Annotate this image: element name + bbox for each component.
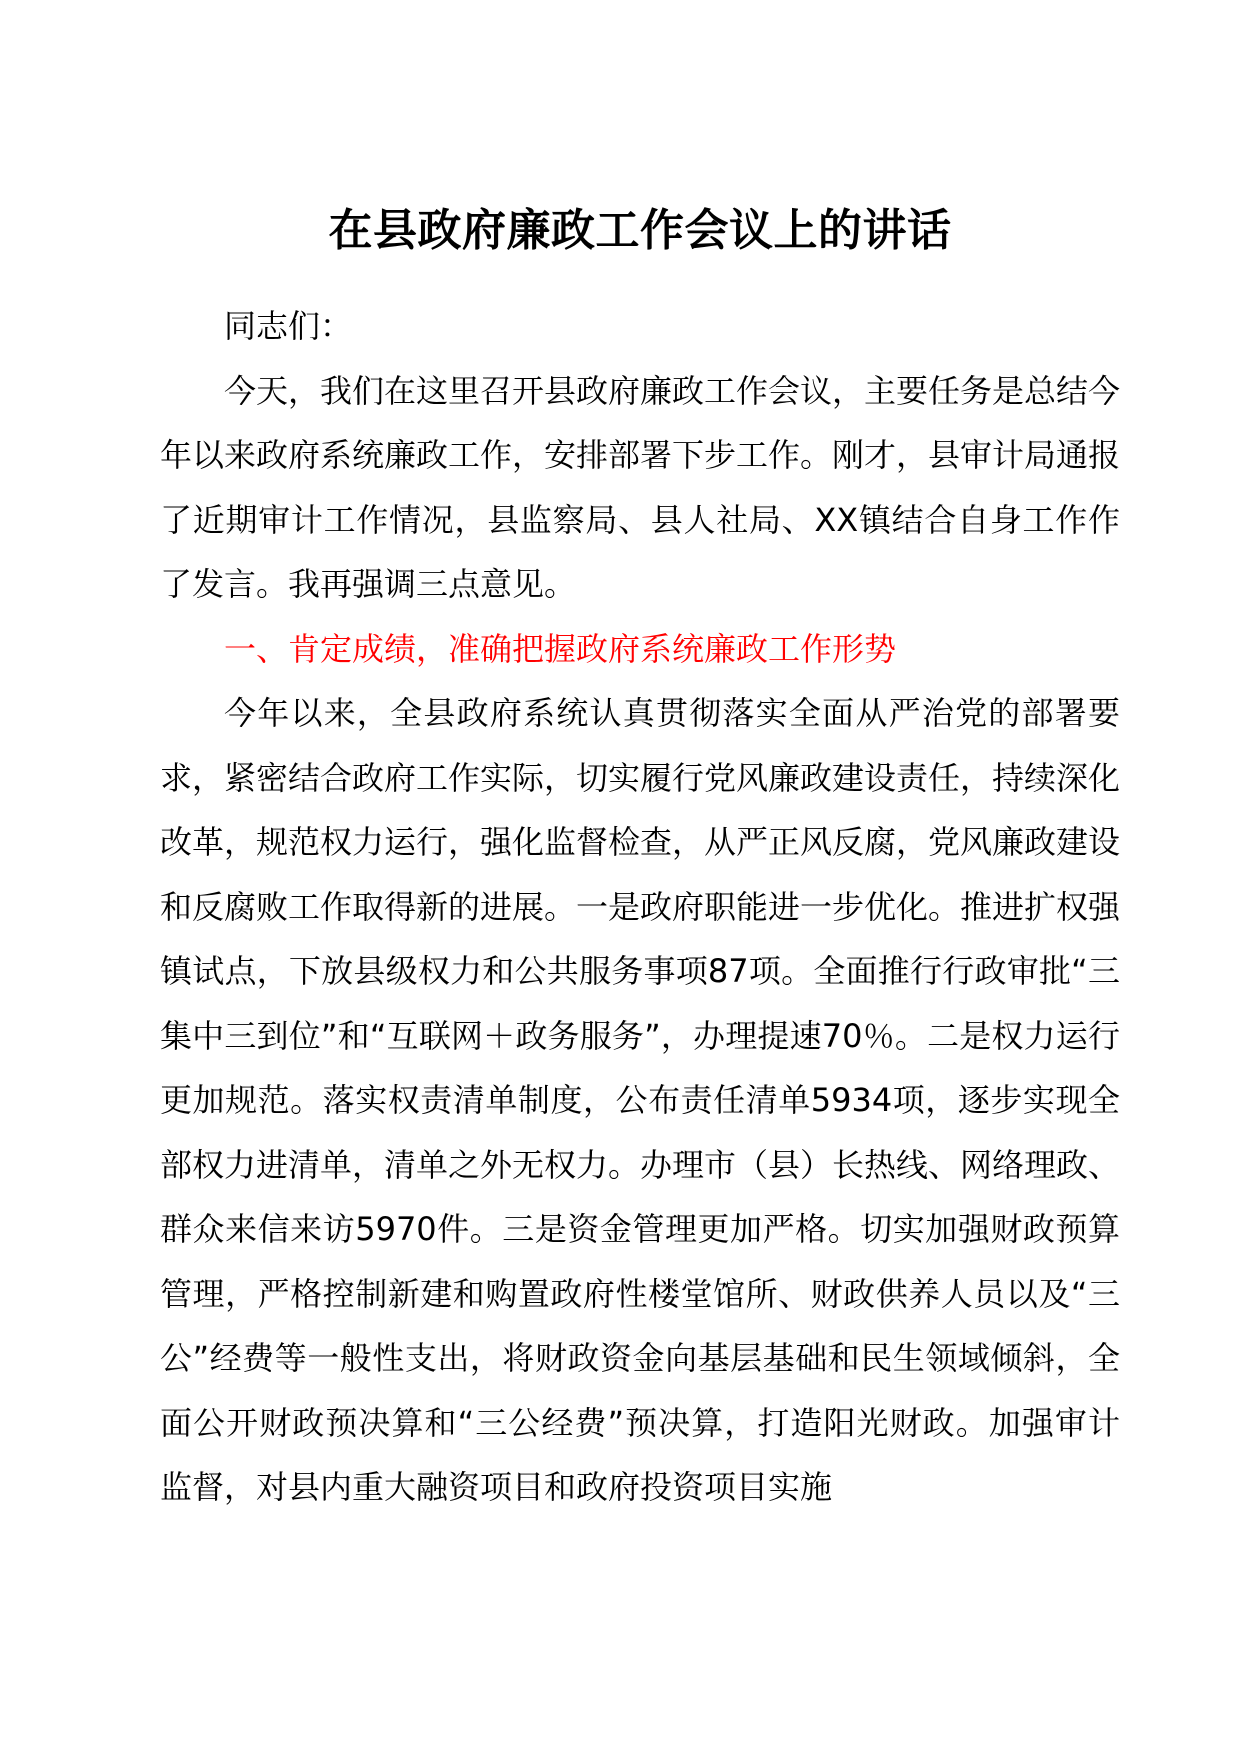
salutation: 同志们： bbox=[224, 307, 353, 345]
document-title: 在县政府廉政工作会议上的讲话 bbox=[328, 205, 952, 256]
paragraph-intro: 今天，我们在这里召开县政府廉政工作会议，主要任务是总结今年以来政府系统廉政工作，安排部署下步工作。刚才，县审计局通报了近期审计工作情况，县监察局、县人社局、XX镇结合自身工作作了发言。我再强调三点意见。 bbox=[160, 371, 1121, 603]
section-heading: 一、肯定成绩，准确把握政府系统廉政工作形势 bbox=[224, 629, 897, 668]
paragraph-section-1: 今年以来，全县政府系统认真贯彻落实全面从严治党的部署要求，紧密结合政府工作实际，切实履行党风廉政建设责任，持续深化改革，规范权力运行，强化监督检查，从严正风反腐，党风廉政建设和反腐败工作取得新的进展。一是政府职能进一步优化。推进扩权强镇试点，下放县级权力和公共服务事项87项。全面推行行政审批“三集中三到位”和“互联网＋政务服务”，办理提速70％。二是权力运行更加规范。落实权责清单制度，公布责任清单5934项，逐步实现全部权力进清单，清单之外无权力。办理市（县）长热线、网络理政、群众来信来访5970件。三是资金管理更加严格。切实加强财政预算管理，严格控制新建和购置政府性楼堂馆所、财政供养人员以及“三公”经费等一般性支出，将财政资金向基层基础和民生领域倾斜，全面公开财政预决算和“三公经费”预决算，打造阳光财政。加强审计监督，对县内重大融资项目和政府投资项目实施 bbox=[160, 694, 1121, 1506]
document-body bbox=[160, 294, 1120, 1520]
